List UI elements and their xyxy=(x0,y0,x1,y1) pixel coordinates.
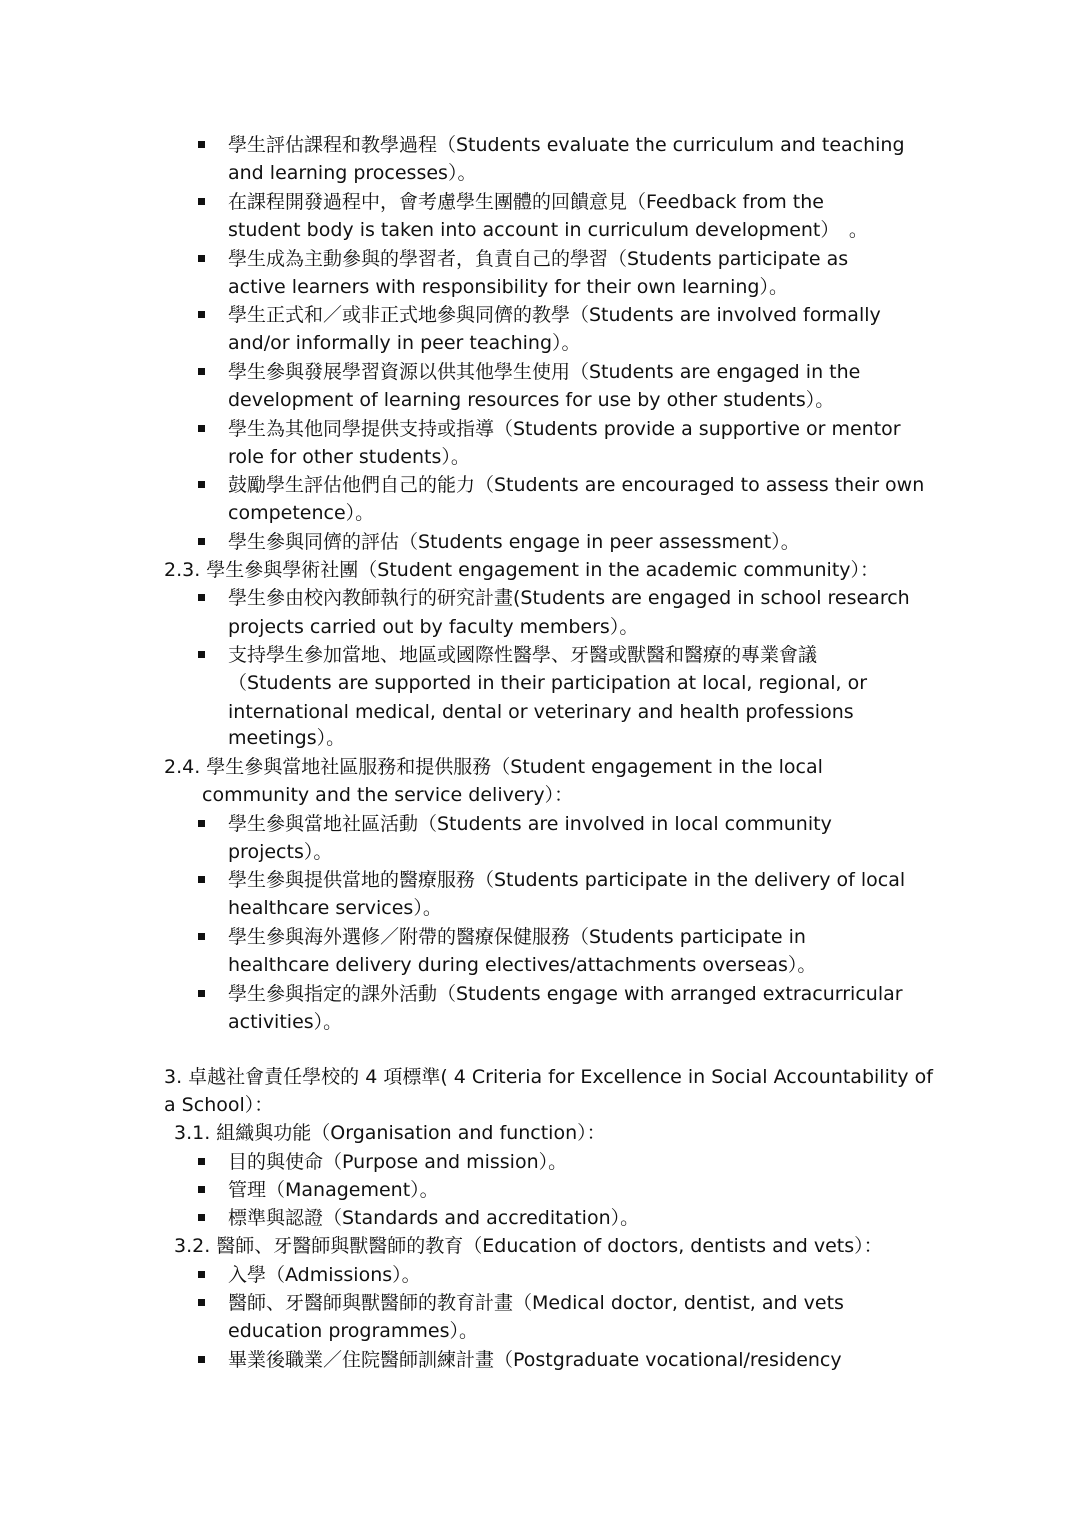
bullet-marker xyxy=(198,651,205,658)
list-item-line: education programmes）。 xyxy=(228,1320,479,1342)
list-item-line: projects）。 xyxy=(228,841,333,863)
list-item-line: 學生為其他同學提供支持或指導（Students provide a supportive or mentor xyxy=(228,418,901,440)
bullet-marker xyxy=(198,198,205,205)
section-heading-3-2: 3.2. 醫師、牙醫師與獸醫師的教育（Education of doctors, dentists and vets）： xyxy=(174,1235,883,1257)
bullet-marker xyxy=(198,933,205,940)
bullet-marker xyxy=(198,311,205,318)
list-item-line: 鼓勵學生評估他們自己的能力（Students are encouraged to assess their own xyxy=(228,474,925,496)
list-item-line: 學生成為主動參與的學習者，負責自己的學習（Students participate as xyxy=(228,248,849,270)
list-item-line: active learners with responsibility for their own learning）。 xyxy=(228,276,788,298)
list-item-line: healthcare delivery during electives/attachments overseas）。 xyxy=(228,954,817,976)
section-heading-2-4: 2.4. 學生參與當地社區服務和提供服務（Student engagement in the local xyxy=(164,756,823,778)
list-item-line: 學生參與指定的課外活動（Students engage with arranged extracurricular xyxy=(228,983,903,1005)
list-item-line: 學生參與提供當地的醫療服務（Students participate in the delivery of local xyxy=(228,869,906,891)
bullet-marker xyxy=(198,1158,205,1165)
list-item-line: and/or informally in peer teaching）。 xyxy=(228,332,581,354)
list-item-line: healthcare services）。 xyxy=(228,897,442,919)
list-item-line: student body is taken into account in curriculum development） 。 xyxy=(228,219,868,241)
list-item-line: role for other students）。 xyxy=(228,446,470,468)
list-item-line: （Students are supported in their participation at local, regional, or xyxy=(228,672,868,694)
list-item-line: 學生參與發展學習資源以供其他學生使用（Students are engaged in the xyxy=(228,361,861,383)
list-item-line: 學生參與海外選修／附帶的醫療保健服務（Students participate in xyxy=(228,926,806,948)
list-item-line: 入學（Admissions）。 xyxy=(228,1264,421,1286)
list-item-line: 管理（Management）。 xyxy=(228,1179,439,1201)
list-item-line: 學生參由校內教師執行的研究計畫(Students are engaged in school research xyxy=(228,587,910,609)
list-item-line: 標準與認證（Standards and accreditation）。 xyxy=(228,1207,640,1229)
list-item-line: competence）。 xyxy=(228,502,375,524)
list-item-line: international medical, dental or veterinary and health professions xyxy=(228,701,854,723)
bullet-marker xyxy=(198,1214,205,1221)
list-item-line: and learning processes）。 xyxy=(228,162,477,184)
list-item-line: 畢業後職業／住院醫師訓練計畫（Postgraduate vocational/residency xyxy=(228,1349,842,1371)
bullet-marker xyxy=(198,1299,205,1306)
list-item-line: development of learning resources for use by other students）。 xyxy=(228,389,835,411)
list-item-line: meetings）。 xyxy=(228,727,346,749)
bullet-marker xyxy=(198,876,205,883)
bullet-marker xyxy=(198,1186,205,1193)
bullet-marker xyxy=(198,538,205,545)
bullet-marker xyxy=(198,820,205,827)
list-item-line: projects carried out by faculty members）。 xyxy=(228,616,639,638)
section-heading-3-continuation: a School）： xyxy=(164,1094,274,1116)
section-heading-2-3: 2.3. 學生參與學術社團（Student engagement in the academic community）： xyxy=(164,559,880,581)
list-item-line: 學生正式和／或非正式地參與同儕的教學（Students are involved formally xyxy=(228,304,881,326)
list-item-line: 支持學生參加當地、地區或國際性醫學、牙醫或獸醫和醫療的專業會議 xyxy=(228,644,818,666)
bullet-marker xyxy=(198,1271,205,1278)
list-item-line: 醫師、牙醫師與獸醫師的教育計畫（Medical doctor, dentist, and vets xyxy=(228,1292,844,1314)
list-item-line: 學生評估課程和教學過程（Students evaluate the curriculum and teaching xyxy=(228,134,905,156)
bullet-marker xyxy=(198,990,205,997)
list-item-line: 在課程開發過程中，會考慮學生團體的回饋意見（Feedback from the xyxy=(228,191,824,213)
list-item-line: 目的與使命（Purpose and mission）。 xyxy=(228,1151,568,1173)
section-heading-3: 3. 卓越社會責任學校的 4 項標準( 4 Criteria for Excellence in Social Accountability of xyxy=(164,1066,933,1088)
list-item-line: activities）。 xyxy=(228,1011,343,1033)
list-item-line: 學生參與同儕的評估（Students engage in peer assessment）。 xyxy=(228,531,800,553)
section-heading-2-4-continuation: community and the service delivery）： xyxy=(202,784,574,806)
bullet-marker xyxy=(198,1356,205,1363)
bullet-marker xyxy=(198,481,205,488)
bullet-marker xyxy=(198,368,205,375)
section-heading-3-1: 3.1. 組織與功能（Organisation and function）： xyxy=(174,1122,606,1144)
bullet-marker xyxy=(198,141,205,148)
bullet-marker xyxy=(198,255,205,262)
bullet-marker xyxy=(198,594,205,601)
bullet-marker xyxy=(198,425,205,432)
list-item-line: 學生參與當地社區活動（Students are involved in local community xyxy=(228,813,832,835)
